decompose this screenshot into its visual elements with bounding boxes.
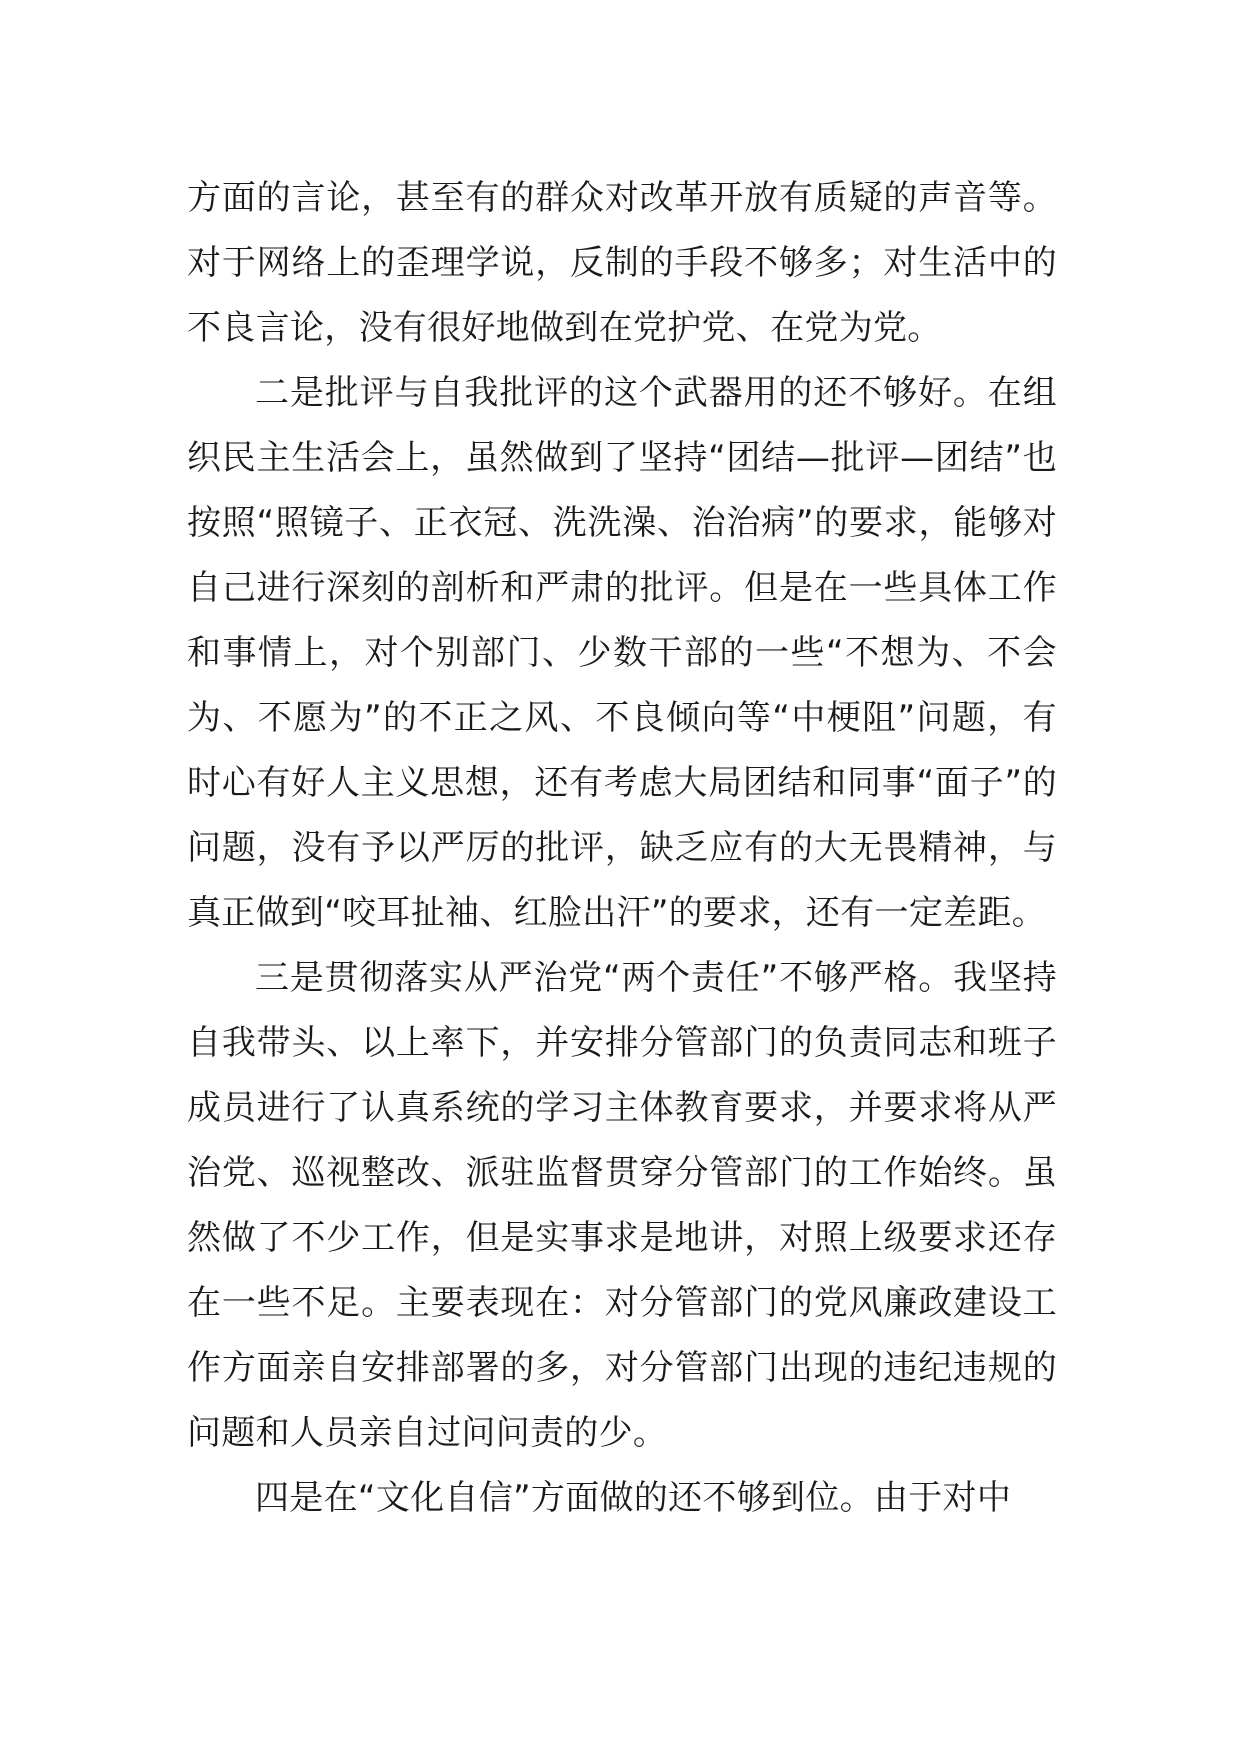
document-body — [187, 166, 1057, 1531]
paragraph-point-three: 三是贯彻落实从严治党“两个责任”不够严格。我坚持自我带头、以上率下，并安排分管部门的负责同志和班子成员进行了认真系统的学习主体教育要求，并要求将从严治党、巡视整改、派驻监督贯穿分管部门的工作始终。虽然做了不少工作，但是实事求是地讲，对照上级要求还存在一些不足。主要表现在：对分管部门的党风廉政建设工作方面亲自安排部署的多，对分管部门出现的违纪违规的问题和人员亲自过问问责的少。 — [187, 958, 1057, 1453]
paragraph-continuation: 方面的言论，甚至有的群众对改革开放有质疑的声音等。对于网络上的歪理学说，反制的手段不够多；对生活中的不良言论，没有很好地做到在党护党、在党为党。 — [187, 178, 1057, 348]
paragraph-point-four: 四是在“文化自信”方面做的还不够到位。由于对中 — [255, 1478, 1012, 1518]
paragraph-point-two: 二是批评与自我批评的这个武器用的还不够好。在组织民主生活会上，虽然做到了坚持“团结—批评—团结”也按照“照镜子、正衣冠、洗洗澡、治治病”的要求，能够对自己进行深刻的剖析和严肃的批评。但是在一些具体工作和事情上，对个别部门、少数干部的一些“不想为、不会为、不愿为”的不正之风、不良倾向等“中梗阻”问题，有时心有好人主义思想，还有考虑大局团结和同事“面子”的问题，没有予以严厉的批评，缺乏应有的大无畏精神，与真正做到“咬耳扯袖、红脸出汗”的要求，还有一定差距。 — [187, 373, 1057, 933]
